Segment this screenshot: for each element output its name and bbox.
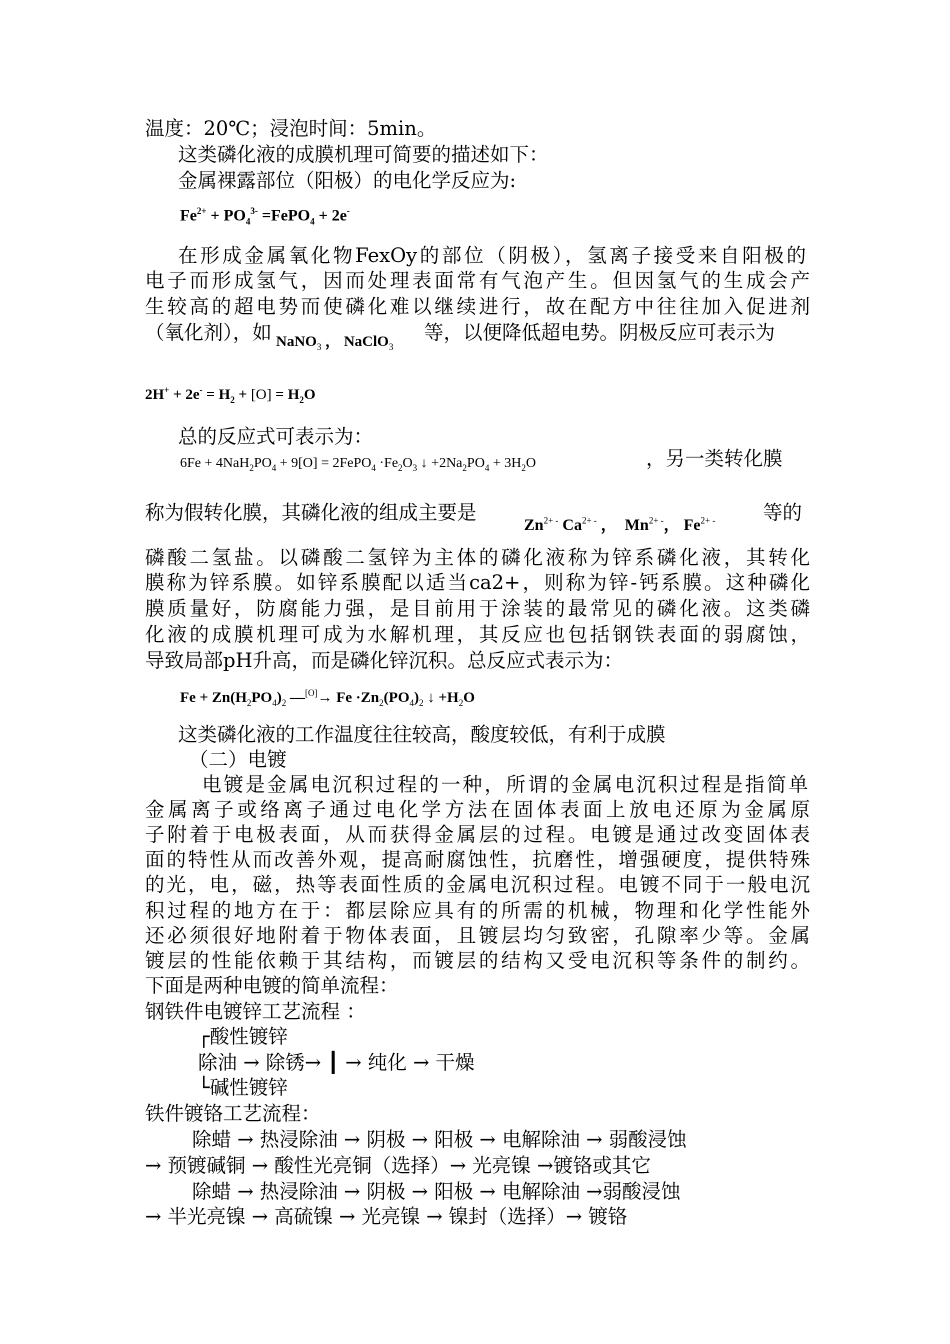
text-line: 下面是两种电镀的简单流程：: [145, 974, 399, 997]
equation-total: $6Fe + 4NaH_2PO_4 + 9[O]$ = 2FePO$_4$ $\cdot Fe_2O_3$ ↓ $+2Na_2PO_4 + 3H_2O$: [180, 456, 536, 473]
text-line: 的光，电，磁，热等表面性质的金属电沉积过程。电镀不同于一般电沉: [145, 873, 810, 896]
text-line: 金属裸露部位（阳极）的电化学反应为:: [178, 169, 517, 192]
text-line: 化液的成膜机理可成为水解机理，其反应也包括钢铁表面的弱腐蚀，: [145, 623, 810, 646]
equation-accelerators: NaNO$_3$ ， NaClO$_3$: [276, 334, 394, 352]
text-line: 导致局部pH升高，而是磷化锌沉积。总反应式表示为：: [145, 649, 623, 672]
text-line: 这类磷化液的工作温度往往较高，酸度较低，有利于成膜: [178, 723, 666, 746]
flow-branch-bottom: └碱性镀锌: [198, 1076, 288, 1099]
flow-main: 除油 → 除锈→ ┃ → 纯化 → 干燥: [198, 1051, 475, 1074]
text-line: 等的: [763, 501, 803, 524]
flow-line: 除蜡 → 热浸除油 → 阴极 → 阳极 → 电解除油 → 弱酸浸蚀: [192, 1128, 687, 1151]
text-line: 电镀是金属电沉积过程的一种，所谓的金属电沉积过程是指简单: [202, 773, 808, 796]
text-line: 膜称为锌系膜。如锌系膜配以适当ca2+，则称为锌-钙系膜。这种磷化: [145, 571, 810, 594]
equation-cathode: $2H^+ + 2e^- = H_2 + [O] = H_2O$: [145, 385, 316, 405]
flow-line: → 预镀碱铜 → 酸性光亮铜（选择）→ 光亮镍 →镀铬或其它: [145, 1154, 651, 1177]
text-line: 面的特性从而改善外观，提高耐腐蚀性，抗磨性，增强硬度，提供特殊: [145, 848, 810, 871]
equation-zinc: $Fe + Zn(H_2PO_4)_2$ —[O]→ $Fe \cdot Zn_2(PO_4)_2$ ↓ $+H_2O$: [180, 688, 475, 708]
equation-ions: $Zn^{2+ -}$ $Ca^{2+ -}$ ， $Mn^{2+ -}$， $Fe^{2+ -}$: [524, 515, 716, 534]
text-line: （氧化剂），如: [145, 321, 272, 344]
text-line: 镀层的性能依赖于其结构，而镀层的结构又受电沉积等条件的制约。: [145, 949, 810, 972]
text-line: 等，以便降低超电势。阴极反应可表示为: [424, 321, 776, 344]
text-line: 积过程的地方在于：都层除应具有的所需的机械，物理和化学性能外: [145, 899, 810, 922]
text-line: 膜质量好，防腐能力强，是目前用于涂装的最常见的磷化液。这类磷: [145, 597, 810, 620]
text-line: 称为假转化膜，其磷化液的组成主要是: [145, 501, 477, 524]
section-heading: （二）电镀: [189, 748, 287, 771]
text-line: 温度：20℃；浸泡时间：5min。: [145, 117, 437, 140]
text-line: 生较高的超电势而使磷化难以继续进行，故在配方中往往加入促进剂: [145, 295, 810, 318]
text-line: 这类磷化液的成膜机理可简要的描述如下：: [178, 143, 549, 166]
text-line: 磷酸二氢盐。以磷酸二氢锌为主体的磷化液称为锌系磷化液，其转化: [145, 546, 810, 569]
flow-line: 除蜡 → 热浸除油 → 阴极 → 阳极 → 电解除油 →弱酸浸蚀: [192, 1180, 681, 1203]
text-line: 在形成金属氧化物FexOy的部位（阴极），氢离子接受来自阳极的: [178, 244, 806, 267]
text-line: 金属离子或络离子通过电化学方法在固体表面上放电还原为金属原: [145, 798, 810, 821]
flow-branch-top: ┌酸性镀锌: [198, 1025, 288, 1048]
text-line: 电子而形成氢气，因而处理表面常有气泡产生。但因氢气的生成会产: [145, 269, 810, 292]
text-line: 铁件镀铬工艺流程：: [145, 1102, 321, 1125]
text-line: 总的反应式可表示为：: [178, 425, 374, 448]
text-line: ，另一类转化膜: [646, 447, 783, 470]
text-line: 子附着于电极表面，从而获得金属层的过程。电镀是通过改变固体表: [145, 823, 810, 846]
text-line: 钢铁件电镀锌工艺流程 ：: [145, 1000, 366, 1023]
flow-line: → 半光亮镍 → 高硫镍 → 光亮镍 → 镍封（选择）→ 镀铬: [145, 1205, 628, 1228]
equation-anode: $Fe^{2+} + PO_4^{3-}$ =FePO$_4$ + 2e-: [180, 206, 350, 227]
text-line: 还必须很好地附着于物体表面，且镀层均匀致密，孔隙率少等。金属: [145, 924, 810, 947]
